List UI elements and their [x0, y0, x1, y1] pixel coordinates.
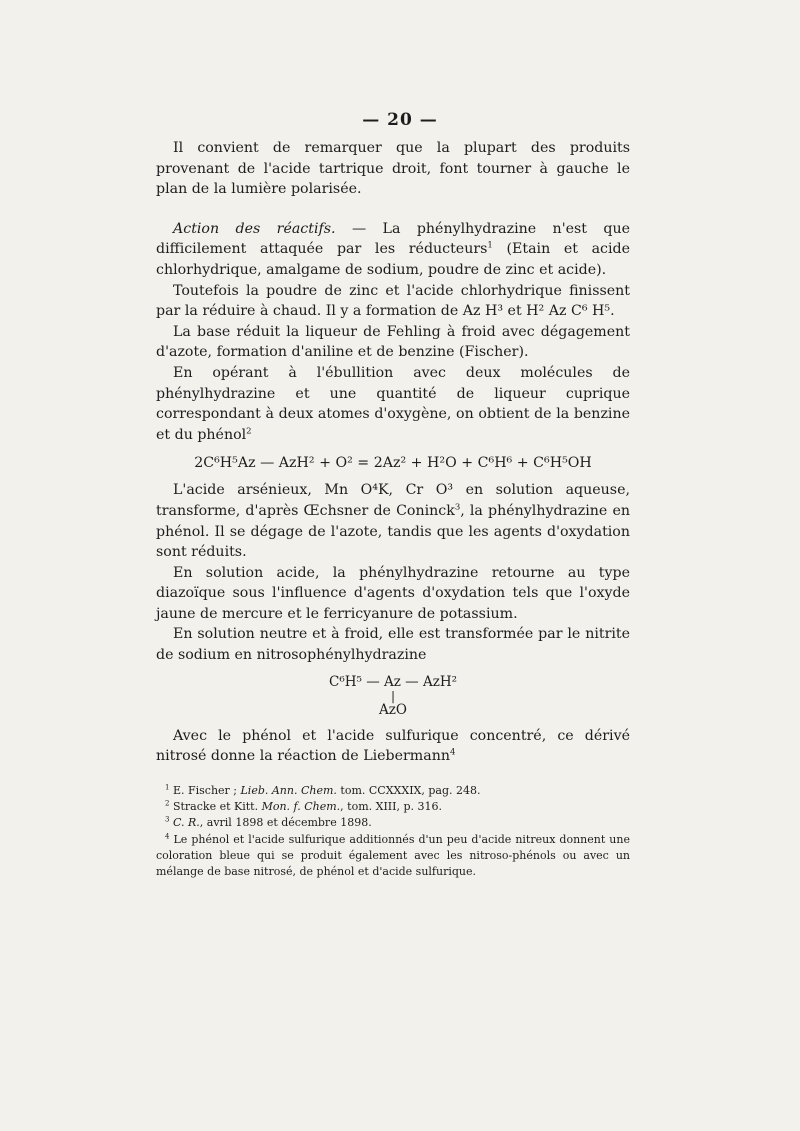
paragraph-zinc-powder: Toutefois la poudre de zinc et l'acide chlorhydrique finissent par la réduire à chaud. Il y a formation de Az H³ et H² Az C⁶ H⁵.: [156, 282, 630, 320]
paragraph-text: , la phénylhydrazine en phénol. Il se dégage de l'azote, tandis que les agents d'oxydation sont réduits.: [156, 502, 630, 561]
paragraph-text: Avec le phénol et l'acide sulfurique concentré, ce dérivé nitrosé donne la réaction de Liebermann: [156, 727, 630, 765]
paragraph-tartaric-acid: Il convient de remarquer que la plupart des produits provenant de l'acide tartrique droit, font tourner à gauche le plan de la lumière polarisée.: [156, 140, 630, 198]
footnotes: [156, 783, 630, 881]
footnote-citation: Mon. f. Chem.: [261, 800, 341, 814]
footnote-text: E. Fischer ;: [169, 783, 241, 797]
footnote-ref-4[interactable]: 4: [450, 747, 456, 758]
footnote-citation: C. R.: [169, 816, 200, 830]
formula-substituent: AzO: [379, 701, 407, 718]
footnote-4: [156, 832, 630, 881]
paragraph-text: (Etain et acide chlorhydrique, amalgame de sodium, poudre de zinc et acide).: [156, 241, 631, 278]
nitroso-structure-formula: [156, 674, 630, 718]
chemical-equation: 2C⁶H⁵Az — AzH² + O² = 2Az² + H²O + C⁶H⁶ + C⁶H⁵OH: [194, 455, 592, 472]
footnote-text: Le phénol et l'acide sulfurique additionnés d'un peu d'acide nitreux donnent une coloration bleue qui se produit également avec les nitroso-phénols ou avec un mélange de base nitrosé, de phénol et d'acide sulfurique.: [156, 832, 630, 879]
paragraph-fehling: La base réduit la liqueur de Fehling à froid avec dégagement d'azote, formation d'aniline et de benzine (Fischer).: [156, 323, 630, 361]
paragraph-arsenious-acid: [156, 480, 630, 562]
page-number: — 20 —: [362, 110, 438, 130]
page-body: [156, 138, 630, 881]
section-title: Action des réactifs.: [173, 220, 336, 237]
footnote-mark: 3: [165, 815, 170, 824]
footnote-text: , tom. XIII, p. 316.: [340, 800, 443, 814]
paragraph-ebullition: [156, 363, 630, 445]
paragraph-text: — La phénylhydrazine n'est que difficilement attaquée par les réducteurs: [156, 220, 630, 258]
paragraph-reagent-action: [156, 219, 630, 281]
footnote-mark: 4: [165, 832, 170, 841]
footnote-1: [156, 783, 630, 799]
footnote-mark: 1: [165, 783, 170, 792]
footnote-citation: Lieb. Ann. Chem.: [240, 783, 337, 797]
formula-bond: |: [390, 688, 396, 703]
paragraph-liebermann: [156, 726, 630, 767]
footnote-2: [156, 799, 630, 815]
formula-main-chain: C⁶H⁵ — Az — AzH²: [329, 673, 457, 690]
footnote-text: , avril 1898 et décembre 1898.: [199, 816, 372, 830]
footnote-ref-3[interactable]: 3: [454, 502, 461, 513]
footnote-text: Stracke et Kitt.: [169, 800, 262, 814]
paragraph-acid-solution: En solution acide, la phénylhydrazine retourne au type diazoïque sous l'influence d'agents d'oxydation tels que l'oxyde jaune de mercure et le ferricyanure de potassium.: [156, 564, 630, 622]
footnote-ref-2[interactable]: 2: [246, 425, 252, 436]
footnote-3: [156, 815, 630, 831]
footnote-ref-1[interactable]: 1: [487, 240, 493, 251]
footnote-mark: 2: [165, 799, 170, 808]
footnote-text: tom. CCXXXIX, pag. 248.: [336, 783, 481, 797]
paragraph-text: L'acide arsénieux, Mn O⁴K, Cr O³ en solution aqueuse, transforme, d'après Œchsner de Coninck: [156, 482, 630, 519]
paragraph-neutral-solution: En solution neutre et à froid, elle est transformée par le nitrite de sodium en nitrosophénylhydrazine: [156, 626, 630, 664]
paragraph-text: En opérant à l'ébullition avec deux molécules de phénylhydrazine et une quantité de liqueur cuprique correspondant à deux atomes d'oxygène, on obtient de la benzine et du phénol: [156, 364, 630, 443]
